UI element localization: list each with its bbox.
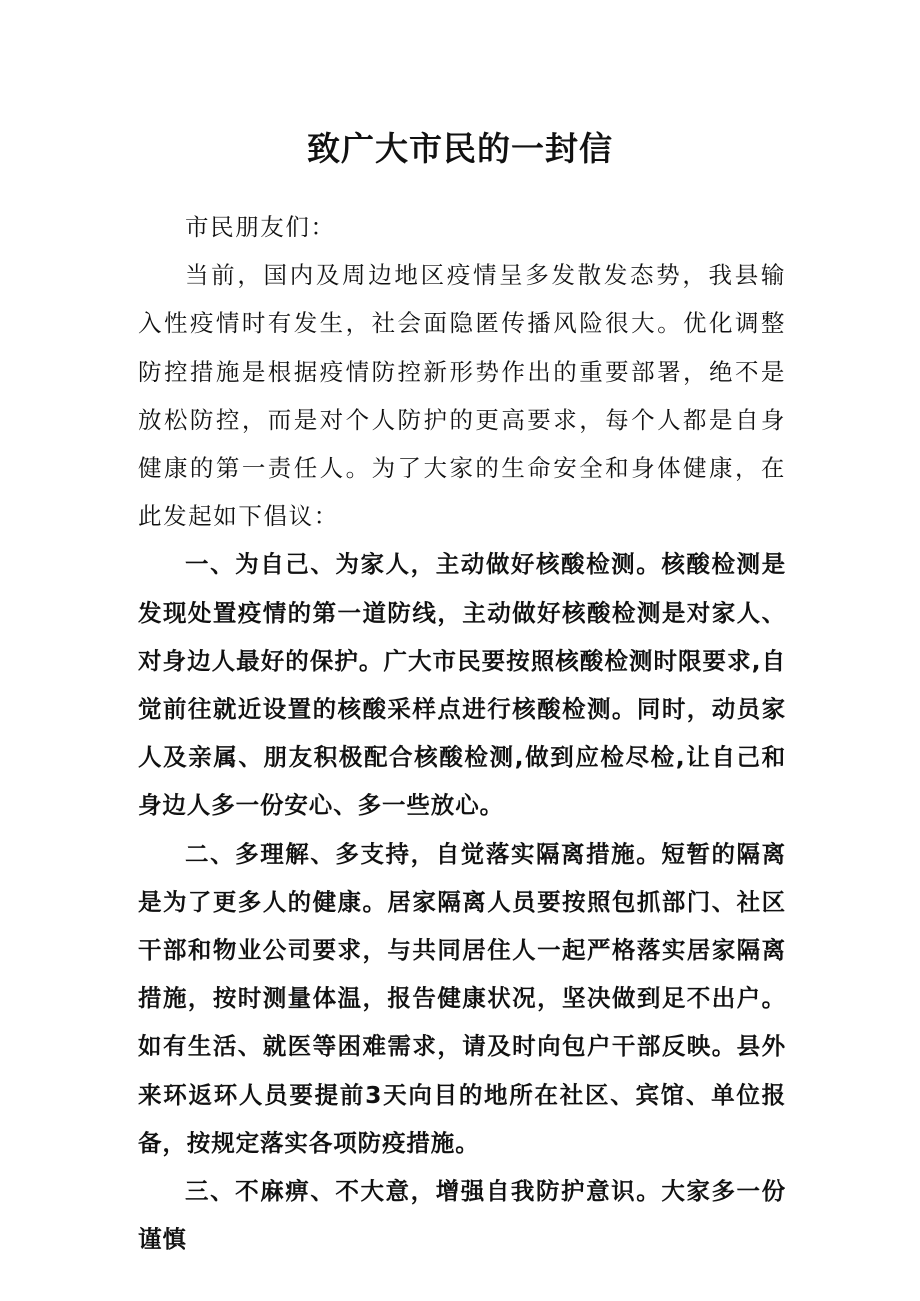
paragraph-intro: 当前，国内及周边地区疫情呈多发散发态势，我县输入性疫情时有发生，社会面隐匿传播风险很大。优化调整防控措施是根据疫情防控新形势作出的重要部署，绝不是放松防控，而是对个人防护的更高要求，每个人都是自身健康的第一责任人。为了大家的生命安全和身体健康，在此发起如下倡议： (138, 261, 786, 531)
letter-body (138, 203, 786, 1263)
paragraph-item-2: 二、多理解、多支持，自觉落实隔离措施。短暂的隔离是为了更多人的健康。居家隔离人员要按照包抓部门、社区干部和物业公司要求，与共同居住人一起严格落实居家隔离措施，按时测量体温，报告健康状况，坚决做到足不出户。如有生活、就医等困难需求，请及时向包户干部反映。县外来环返环人员要提前3天向目的地所在社区、宾馆、单位报备，按规定落实各项防疫措施。 (138, 839, 786, 1157)
document-title: 致广大市民的一封信 (307, 129, 613, 168)
salutation: 市民朋友们： (185, 213, 336, 241)
paragraph-item-3: 三、不麻痹、不大意，增强自我防护意识。大家多一份谨慎 (138, 1177, 786, 1254)
paragraph-item-1: 一、为自己、为家人，主动做好核酸检测。核酸检测是发现处置疫情的第一道防线，主动做好核酸检测是对家人、对身边人最好的保护。广大市民要按照核酸检测时限要求,自觉前往就近设置的核酸采样点进行核酸检测。同时，动员家人及亲属、朋友积极配合核酸检测,做到应检尽检,让自己和身边人多一份安心、多一些放心。 (138, 550, 786, 820)
